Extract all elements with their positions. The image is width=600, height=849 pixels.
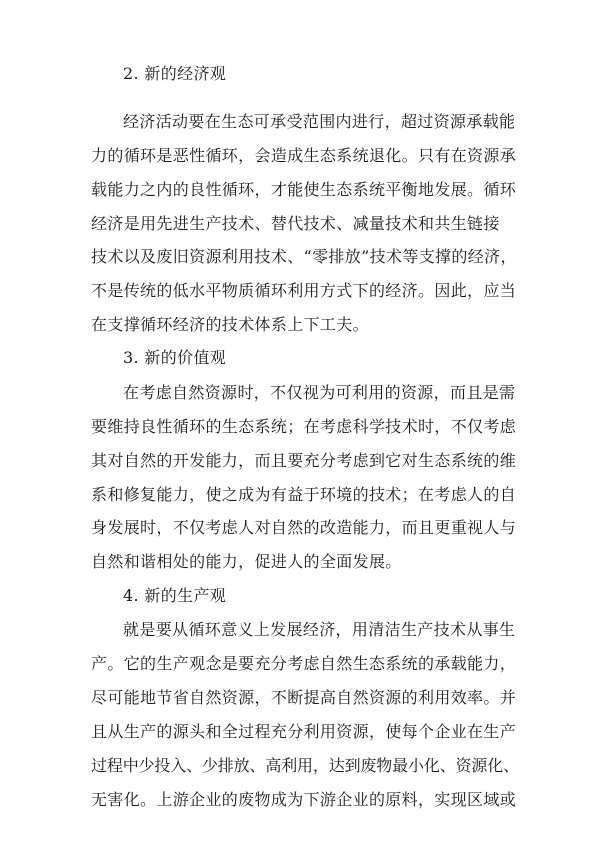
- paragraph-line: 自然和谐相处的能力，促进人的全面发展。: [91, 552, 402, 571]
- paragraph-line: 其对自然的开发能力，而且要充分考虑到它对生态系统的维: [91, 451, 517, 470]
- paragraph-line: 在支撑循环经济的技术体系上下工夫。: [91, 315, 369, 334]
- section-heading: 2. 新的经济观: [123, 64, 227, 83]
- paragraph-line: 系和修复能力，使之成为有益于环境的技术；在考虑人的自: [91, 485, 517, 504]
- paragraph-line: 载能力之内的良性循环，才能使生态系统平衡地发展。循环: [91, 180, 517, 199]
- paragraph-line: 产。它的生产观念是要充分考虑自然生态系统的承载能力，: [91, 654, 517, 673]
- paragraph-line: 不是传统的低水平物质循环利用方式下的经济。因此，应当: [91, 281, 517, 300]
- paragraph-line: 过程中少投入、少排放、高利用，达到废物最小化、资源化、: [91, 756, 519, 775]
- paragraph-line: 技术以及废旧资源利用技术、“零排放”技术等支撑的经济，: [91, 247, 517, 266]
- paragraph-line: 身发展时，不仅考虑人对自然的改造能力，而且更重视人与: [91, 518, 517, 537]
- paragraph-line: 就是要从循环意义上发展经济，用清洁生产技术从事生: [123, 620, 516, 639]
- paragraph-line: 尽可能地节省自然资源，不断提高自然资源的利用效率。并: [91, 688, 517, 707]
- section-heading: 3. 新的价值观: [123, 348, 227, 367]
- paragraph-line: 无害化。上游企业的废物成为下游企业的原料，实现区域或: [91, 790, 517, 809]
- paragraph-line: 要维持良性循环的生态系统；在考虑科学技术时，不仅考虑: [91, 417, 517, 436]
- section-heading: 4. 新的生产观: [123, 586, 227, 605]
- paragraph-line: 力的循环是恶性循环，会造成生态系统退化。只有在资源承: [91, 146, 517, 165]
- paragraph-line: 经济活动要在生态可承受范围内进行，超过资源承载能: [123, 112, 516, 131]
- paragraph-line: 且从生产的源头和全过程充分利用资源，使每个企业在生产: [91, 722, 517, 741]
- paragraph-line: 经济是用先进生产技术、替代技术、减量技术和共生链接: [91, 214, 500, 233]
- paragraph-line: 在考虑自然资源时，不仅视为可利用的资源，而且是需: [123, 383, 516, 402]
